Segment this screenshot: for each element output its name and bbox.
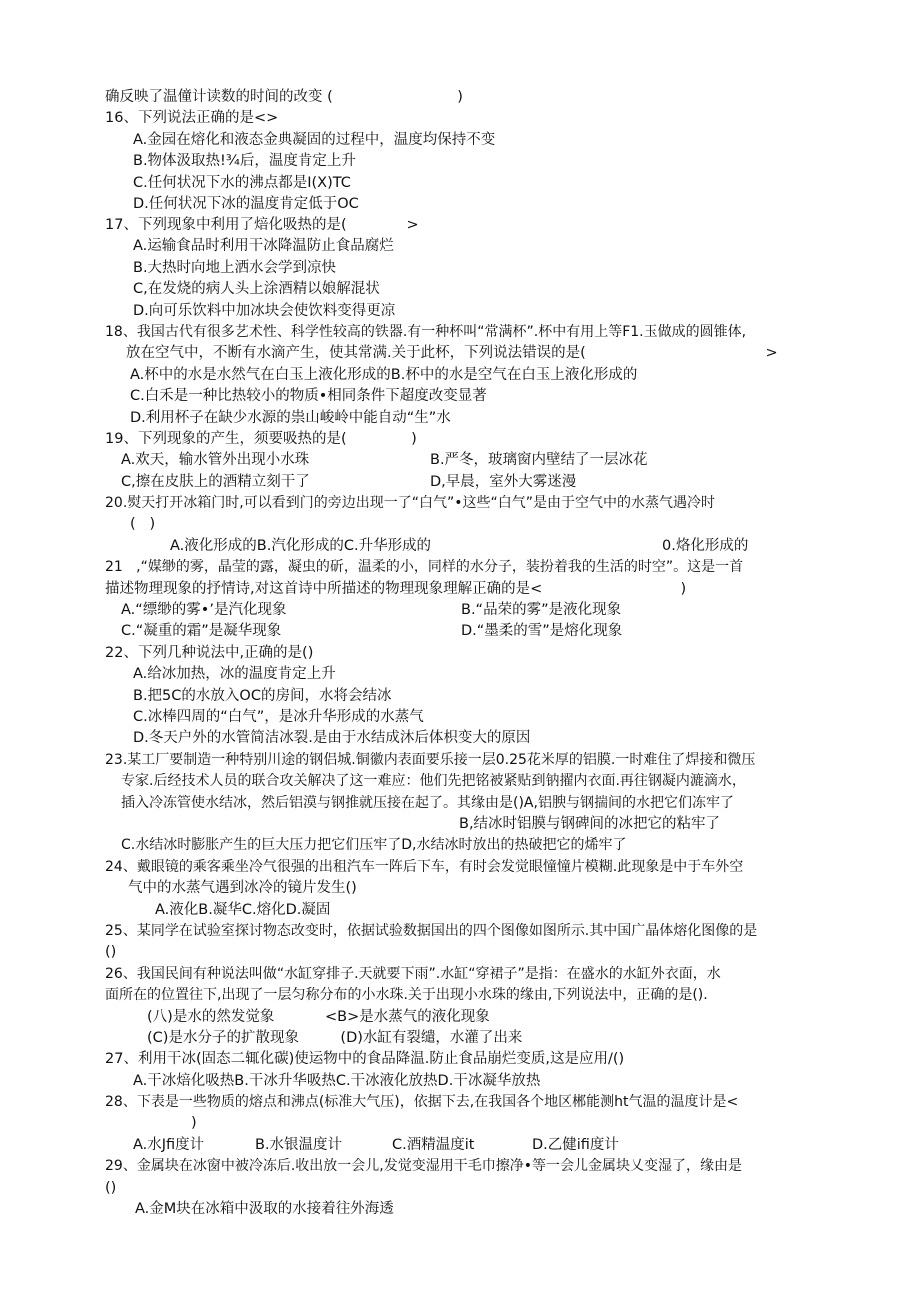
question-29: 29、金属块在冰窗中被冷冻后.收出放一会儿,发觉变湿用干毛巾擦净•等一会儿金属块乂变湿了，缘由是 bbox=[105, 1158, 742, 1174]
question-19: 19、下列现象的产生，须要吸热的是( ) bbox=[105, 431, 417, 447]
text-line: 气中的水蒸气遇到冰冷的镜片发生() bbox=[128, 880, 357, 896]
text-line: 放在空气中，不断有水滴产生，使其常满.关于此杯，下列说法错误的是( > bbox=[126, 345, 778, 361]
option-line: C.水结冰时膨胀产生的巨大压力把它们压牢了D,水结冰时放出的热破把它的烯牢了 bbox=[121, 837, 627, 853]
text-line: () bbox=[105, 1180, 117, 1196]
question-22: 22、下列几种说法中,正确的是() bbox=[105, 645, 314, 661]
question-24: 24、戴眼镜的乘客乘坐冷气很强的出租汽车一阵后下车，有时会发觉眼憧憧片模糊.此现象是中于车外空 bbox=[105, 859, 744, 875]
text-line: 面所在的位置往下,出现了一层匀称分布的小水珠.关于出现小水珠的缘由,下列说法中，正确的是(). bbox=[105, 987, 708, 1003]
option-line: A.干冰焙化吸热B.干冰升华吸热C.干冰液化放热D.干冰凝华放热 bbox=[133, 1073, 541, 1089]
option-line: C.“凝重的霜”是凝华现象 bbox=[121, 623, 282, 639]
option-line: B.大热时向地上洒水会学到凉快 bbox=[133, 260, 337, 276]
text-line: 确反映了温僮计读数的时间的改变 ( ) bbox=[105, 89, 463, 105]
option-line: B.严冬，玻璃窗内壁结了一层冰花 bbox=[430, 452, 648, 468]
option-line: A.金园在熔化和液态金典凝固的过程中，温度均保持不变 bbox=[133, 132, 496, 148]
option-line: D.乙健ifi度计 bbox=[532, 1137, 619, 1153]
option-line: A.金M块在冰箱中汲取的水接着往外海透 bbox=[135, 1201, 394, 1217]
text-line: 插入冷冻管使水结冰，然后铝漠与钢推就压接在起了。其缘由是()A,铝腴与钢揣间的水把它们冻牢了 bbox=[121, 795, 734, 811]
question-26: 26、我国民间有种说法叫做“水缸穿排子.天就要下雨”.水缸“穿裙子”是指：在盛水的水缸外衣面，水 bbox=[105, 966, 721, 982]
option-line: B.物体汲取热!¾后，温度肯定上升 bbox=[133, 153, 356, 169]
text-line: ) bbox=[191, 1115, 197, 1131]
text-line: ( ) bbox=[130, 516, 156, 532]
option-line: B.水银温度计 bbox=[255, 1137, 343, 1153]
option-line: A.欢天，输水管外出现小水珠 bbox=[121, 452, 310, 468]
option-line: B.把5C的水放入OC的房间，水将会结冰 bbox=[133, 688, 392, 704]
question-18: 18、我国古代有很多艺术性、科学性较高的铁器.有一种杯叫“常满杯”.杯中有用上等F1.玉做成的圆锥体, bbox=[105, 324, 747, 340]
option-line: A.液化形成的B.汽化形成的C.升华形成的 bbox=[170, 538, 432, 554]
option-line: D.利用杯子在缺少水源的祟山峻岭中能自动“生”水 bbox=[130, 410, 451, 426]
option-line: A.杯中的水是水然气在白玉上液化形成的B.杯中的水是空气在白玉上液化形成的 bbox=[130, 367, 638, 383]
option-line: A.给冰加热，冰的温度肯定上升 bbox=[133, 666, 336, 682]
question-28: 28、下表是一些物质的熔点和沸点(标准大气压)，依据下去,在我国各个地区郴能测ht气温的温度计是< bbox=[105, 1094, 739, 1110]
option-line: C.冰棒四周的“白气”，是冰升华形成的水蒸气 bbox=[133, 709, 424, 725]
option-line: A.液化B.凝华C.熔化D.凝固 bbox=[155, 902, 331, 918]
option-line: C,在发烧的病人头上涂酒精以娘解混状 bbox=[133, 281, 380, 297]
option-line: B.“品荣的雾”是液化现象 bbox=[461, 602, 622, 618]
text-line: () bbox=[105, 944, 117, 960]
option-line: C.任何状况下水的沸点都是I(X)TC bbox=[133, 175, 351, 191]
option-line: A.水Jfi度计 bbox=[133, 1137, 205, 1153]
option-line: D.冬天户外的水管简洁冰裂.是由于水结成沐后体枳变大的原因 bbox=[133, 730, 531, 746]
question-27: 27、利用干冰(固态二辄化碳)使运物中的食品降温.防止食品崩烂变质,这是应用/() bbox=[105, 1051, 625, 1067]
option-line: C,擦在皮肤上的酒精立刻干了 bbox=[121, 474, 310, 490]
question-25: 25、某同学在试验室探讨物态改变时，依据试验数据国出的四个图像如图所示.其中国广晶体熔化图像的是 bbox=[105, 923, 758, 939]
question-20: 20.熨天打开冰箱门时,可以看到门的旁边出现一了“白气”•这些“白气”是由于空气中的水蒸气遇冷时 bbox=[105, 495, 715, 511]
option-line: B,结冰时铝膜与钢碑间的冰把它的粘牢了 bbox=[459, 816, 721, 832]
option-line: (八)是水的然发觉象 <B>是水蒸气的液化现象 bbox=[147, 1009, 490, 1025]
option-line: A.“缥缈的雾•’是汽化现象 bbox=[121, 602, 287, 618]
text-line: 专家.后经技术人员的联合攻关解决了这一难应：他们先把铭被紧贴到钠擢内衣面.再往钢凝内漉滴水， bbox=[121, 773, 746, 789]
option-line: A.运输食品时利用干冰降温防止食品腐烂 bbox=[133, 238, 394, 254]
option-line: 0.烙化形成的 bbox=[662, 538, 749, 554]
question-17: 17、下列现象中利用了焙化吸热的是( > bbox=[105, 217, 419, 233]
question-16: 16、下列说法正确的是<> bbox=[105, 110, 279, 126]
option-line: D,早晨，室外大雾迷漫 bbox=[430, 474, 577, 490]
option-line: (C)是水分子的扩散现象 (D)水缸有裂缱，水灌了出来 bbox=[147, 1030, 523, 1046]
question-23: 23.某工厂要制造一种特别川途的钢侣城.铜徽内表面要乐接一层0.25花米厚的铝膜.一时难住了焊接和微压 bbox=[105, 752, 756, 768]
option-line: C.白禾是一种比热较小的物质•相同条件下超度改变显著 bbox=[130, 388, 487, 404]
option-line: D.向可乐饮料中加冰块会使饮料变得更凉 bbox=[133, 303, 396, 319]
option-line: D.“墨柔的雪”是熔化现象 bbox=[461, 623, 623, 639]
question-21: 21 ,“媒缈的雾，晶莹的露，凝虫的斫，温柔的小，同样的水分子，装扮着我的生活的时空”。这是一首 bbox=[105, 559, 744, 575]
text-line: 描述物理现象的抒情诗,对这首诗中所描述的物理现象理解正确的是< ) bbox=[105, 581, 687, 597]
option-line: C.酒精温度it bbox=[392, 1137, 475, 1153]
option-line: D.任何状况下冰的温度肯定低于OC bbox=[133, 196, 359, 212]
